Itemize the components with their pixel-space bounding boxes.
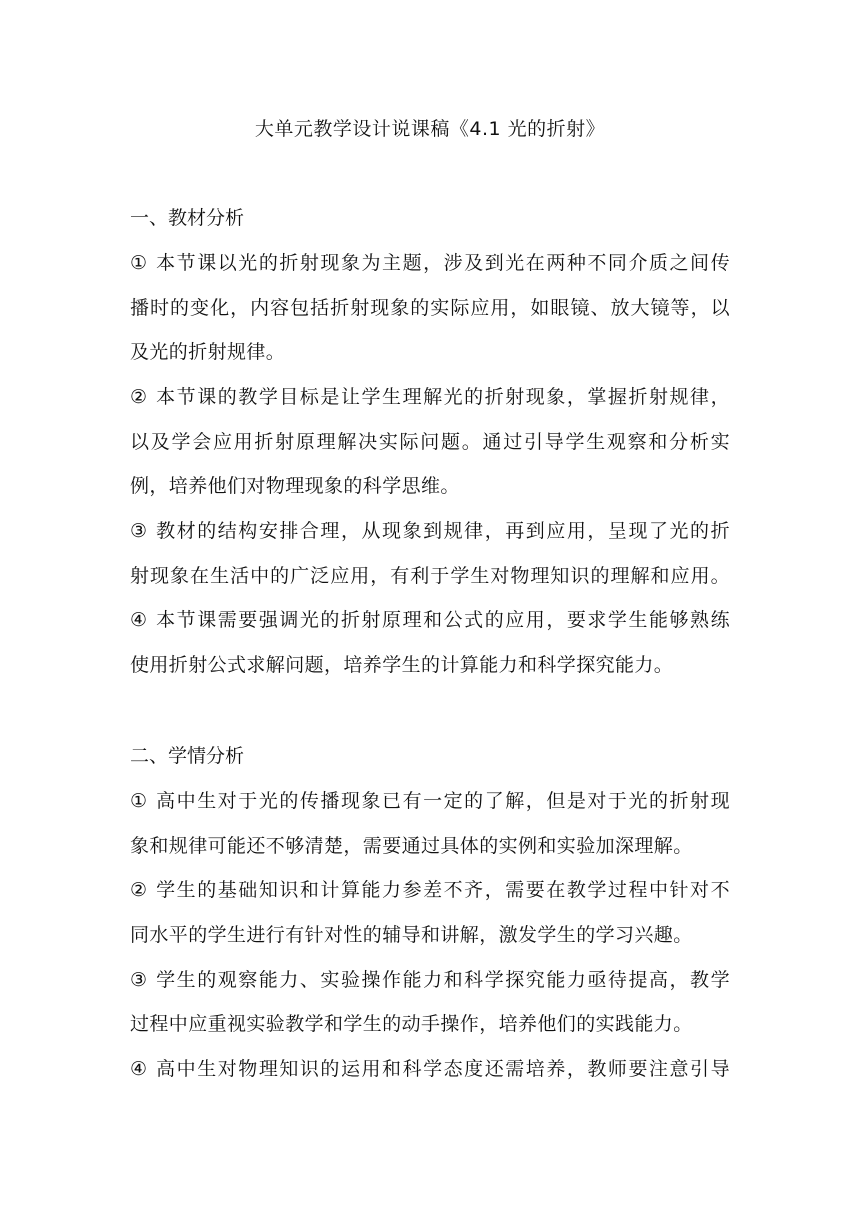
paragraph-line: 例，培养他们对物理现象的科学思维。 — [130, 475, 460, 497]
paragraph-line: 使用折射公式求解问题，培养学生的计算能力和科学探究能力。 — [130, 654, 674, 676]
paragraph-line: ③ 教材的结构安排合理，从现象到规律，再到应用，呈现了光的折 — [130, 520, 730, 542]
paragraph-line: ② 本节课的教学目标是让学生理解光的折射现象，掌握折射规律， — [130, 386, 730, 408]
paragraph-line: ③ 学生的观察能力、实验操作能力和科学探究能力亟待提高，教学 — [130, 969, 730, 991]
paragraph-line: 象和规律可能还不够清楚，需要通过具体的实例和实验加深理解。 — [130, 835, 693, 857]
paragraph-line: 及光的折射规律。 — [130, 341, 286, 363]
paragraph-line: 以及学会应用折射原理解决实际问题。通过引导学生观察和分析实 — [130, 431, 730, 453]
paragraph-line: ① 高中生对于光的传播现象已有一定的了解，但是对于光的折射现 — [130, 790, 730, 812]
paragraph-line: ④ 本节课需要强调光的折射原理和公式的应用，要求学生能够熟练 — [130, 609, 730, 631]
paragraph-line: 过程中应重视实验教学和学生的动手操作，培养他们的实践能力。 — [130, 1013, 693, 1035]
paragraph-line: ② 学生的基础知识和计算能力参差不齐，需要在教学过程中针对不 — [130, 879, 730, 901]
paragraph-line: ① 本节课以光的折射现象为主题，涉及到光在两种不同介质之间传 — [130, 252, 730, 274]
section-heading-textbook-analysis: 一、教材分析 — [130, 207, 245, 229]
paragraph-line: 播时的变化，内容包括折射现象的实际应用，如眼镜、放大镜等，以 — [130, 297, 730, 319]
paragraph-line: ④ 高中生对物理知识的运用和科学态度还需培养，教师要注意引导 — [130, 1058, 730, 1080]
document-title: 大单元教学设计说课稿《4.1 光的折射》 — [254, 118, 606, 140]
paragraph-line: 射现象在生活中的广泛应用，有利于学生对物理知识的理解和应用。 — [130, 565, 730, 587]
paragraph-line: 同水平的学生进行有针对性的辅导和讲解，激发学生的学习兴趣。 — [130, 924, 693, 946]
section-heading-student-analysis: 二、学情分析 — [130, 745, 245, 767]
